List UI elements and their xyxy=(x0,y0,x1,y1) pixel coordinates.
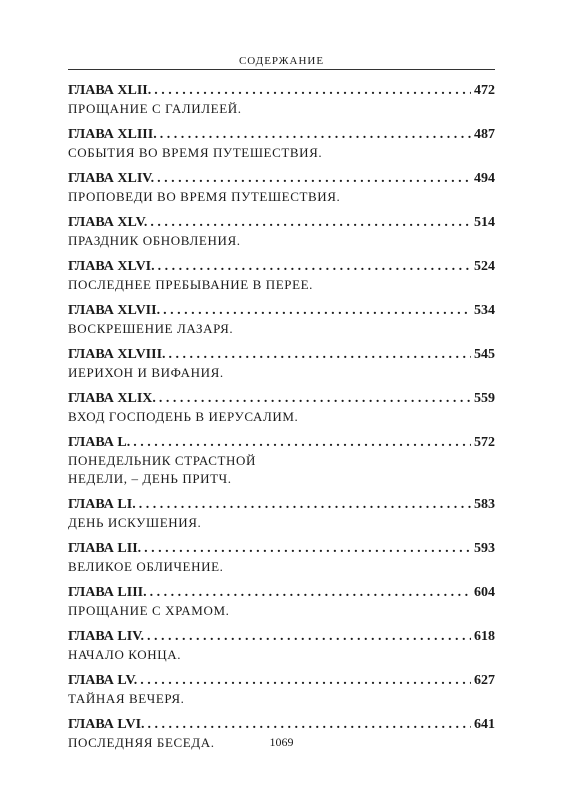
dot-leader xyxy=(133,434,471,452)
chapter-page-number: 572 xyxy=(474,435,495,450)
dot-leader xyxy=(147,628,471,646)
toc-chapter-line xyxy=(68,346,495,364)
chapter-page-number: 583 xyxy=(474,497,495,512)
chapter-title: ПОСЛЕДНЕЕ ПРЕБЫВАНИЕ В ПЕРЕЕ. xyxy=(68,277,314,292)
chapter-title: ПРОЩАНИЕ С ГАЛИЛЕЕЙ. xyxy=(68,101,242,116)
header-rule xyxy=(68,69,495,70)
chapter-page-number: 524 xyxy=(474,259,495,274)
chapter-title: ПОСЛЕДНЯЯ БЕСЕДА. xyxy=(68,735,215,750)
dot-leader xyxy=(159,390,471,408)
dot-leader xyxy=(139,496,471,514)
dot-leader xyxy=(157,170,471,188)
chapter-title: ИЕРИХОН И ВИФАНИЯ. xyxy=(68,365,224,380)
dot-leader xyxy=(148,716,471,734)
toc-chapter-line xyxy=(68,214,495,232)
toc-chapter-line xyxy=(68,540,495,558)
chapter-title: ПРАЗДНИК ОБНОВЛЕНИЯ. xyxy=(68,233,241,248)
toc-chapter-line xyxy=(68,390,495,408)
toc-entry xyxy=(68,540,495,576)
chapter-title: ВЕЛИКОЕ ОБЛИЧЕНИЕ. xyxy=(68,559,224,574)
toc-entry xyxy=(68,170,495,206)
toc-entry xyxy=(68,82,495,118)
chapter-label: ГЛАВА XLIX. xyxy=(68,391,156,406)
dot-leader xyxy=(150,584,471,602)
chapter-label: ГЛАВА XLVII. xyxy=(68,303,161,318)
chapter-title: ПОНЕДЕЛЬНИК СТРАСТНОЙ xyxy=(68,453,257,468)
chapter-title: СОБЫТИЯ ВО ВРЕМЯ ПУТЕШЕСТВИЯ. xyxy=(68,145,323,160)
chapter-title: ПРОЩАНИЕ С ХРАМОМ. xyxy=(68,603,230,618)
toc-chapter-line xyxy=(68,170,495,188)
chapter-label: ГЛАВА LI. xyxy=(68,497,136,512)
dot-leader xyxy=(158,258,471,276)
chapter-title: ВОСКРЕШЕНИЕ ЛАЗАРЯ. xyxy=(68,321,234,336)
toc-chapter-line xyxy=(68,672,495,690)
chapter-label: ГЛАВА LII. xyxy=(68,541,142,556)
toc-chapter-line xyxy=(68,584,495,602)
dot-leader xyxy=(140,672,471,690)
chapter-title: ТАЙНАЯ ВЕЧЕРЯ. xyxy=(68,691,185,706)
table-of-contents xyxy=(68,82,495,760)
running-header: СОДЕРЖАНИЕ xyxy=(238,55,325,67)
dot-leader xyxy=(160,126,471,144)
chapter-title: НЕДЕЛИ, – ДЕНЬ ПРИТЧ. xyxy=(68,471,232,486)
toc-entry xyxy=(68,584,495,620)
toc-entry xyxy=(68,346,495,382)
toc-entry xyxy=(68,390,495,426)
toc-chapter-line xyxy=(68,302,495,320)
chapter-label: ГЛАВА XLV. xyxy=(68,215,148,230)
page-number: 1069 xyxy=(269,735,294,749)
chapter-label: ГЛАВА XLII. xyxy=(68,83,152,98)
book-page xyxy=(68,0,495,800)
toc-chapter-line xyxy=(68,434,495,452)
toc-chapter-line xyxy=(68,82,495,100)
toc-entry xyxy=(68,628,495,664)
toc-chapter-line xyxy=(68,126,495,144)
toc-entry xyxy=(68,672,495,708)
toc-entry xyxy=(68,302,495,338)
toc-chapter-line xyxy=(68,258,495,276)
chapter-page-number: 559 xyxy=(474,391,495,406)
chapter-page-number: 545 xyxy=(474,347,495,362)
toc-chapter-line xyxy=(68,496,495,514)
toc-entry xyxy=(68,214,495,250)
chapter-page-number: 514 xyxy=(474,215,495,230)
chapter-label: ГЛАВА LV. xyxy=(68,673,138,688)
chapter-label: ГЛАВА LIV. xyxy=(68,629,144,644)
dot-leader xyxy=(150,214,471,232)
dot-leader xyxy=(144,540,471,558)
chapter-page-number: 641 xyxy=(474,717,495,732)
chapter-page-number: 593 xyxy=(474,541,495,556)
toc-chapter-line xyxy=(68,628,495,646)
dot-leader xyxy=(163,302,471,320)
dot-leader xyxy=(154,82,471,100)
chapter-page-number: 627 xyxy=(474,673,495,688)
chapter-label: ГЛАВА XLIV. xyxy=(68,171,155,186)
chapter-page-number: 472 xyxy=(474,83,495,98)
chapter-label: ГЛАВА L. xyxy=(68,435,131,450)
toc-entry xyxy=(68,496,495,532)
toc-entry xyxy=(68,126,495,162)
chapter-title: ДЕНЬ ИСКУШЕНИЯ. xyxy=(68,515,202,530)
dot-leader xyxy=(169,346,471,364)
toc-entry xyxy=(68,258,495,294)
chapter-label: ГЛАВА XLIII. xyxy=(68,127,157,142)
chapter-label: ГЛАВА LVI. xyxy=(68,717,145,732)
chapter-label: ГЛАВА XLVIII. xyxy=(68,347,166,362)
toc-entry xyxy=(68,434,495,488)
chapter-label: ГЛАВА XLVI. xyxy=(68,259,155,274)
chapter-page-number: 487 xyxy=(474,127,495,142)
chapter-title: ВХОД ГОСПОДЕНЬ В ИЕРУСАЛИМ. xyxy=(68,409,299,424)
chapter-page-number: 604 xyxy=(474,585,495,600)
chapter-label: ГЛАВА LIII. xyxy=(68,585,147,600)
toc-chapter-line xyxy=(68,716,495,734)
chapter-page-number: 618 xyxy=(474,629,495,644)
chapter-page-number: 494 xyxy=(474,171,495,186)
chapter-title: ПРОПОВЕДИ ВО ВРЕМЯ ПУТЕШЕСТВИЯ. xyxy=(68,189,341,204)
chapter-page-number: 534 xyxy=(474,303,495,318)
chapter-title: НАЧАЛО КОНЦА. xyxy=(68,647,182,662)
